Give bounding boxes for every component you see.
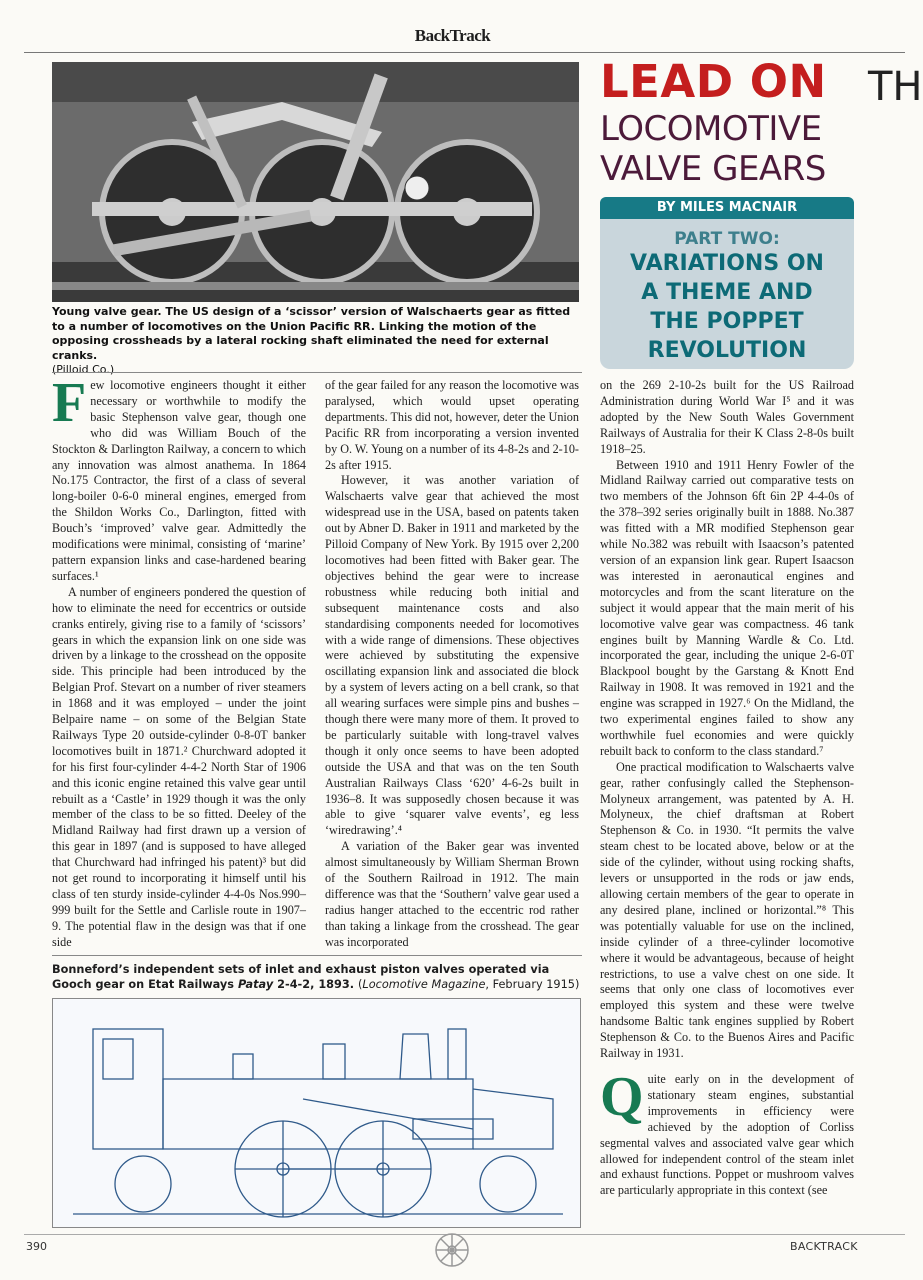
col3-p4-text: uite early on in the development of stationary steam engines, substantial improvements in efficiency were achieved by the adoption of Corliss segmental valves and associated valve gear which allowed for independent control of the steam inlet and exhaust functions. Poppet or mushroom valves are particularly appropriate in this context (see xyxy=(600,1071,854,1198)
caption-rule xyxy=(52,372,582,373)
title-line-1: LOCOMOTIVE xyxy=(600,109,822,149)
col3-paragraph-4 xyxy=(600,1065,854,1199)
magazine-masthead: BackTrack xyxy=(414,26,491,45)
subtitle-line-3: THE POPPET xyxy=(650,309,804,334)
part-label: PART TWO: xyxy=(674,229,780,249)
col1-paragraph-2: A number of engineers pondered the question of how to eliminate the need for eccentrics or outside cranks entirely, giving rise to a family of ‘scissors’ gears in which the expansion link on one side was driven by a linkage to the crosshead on the opposite side. This principle had been introduced by the Belgian Prof. Stevart on a number of river steamers in 1868 and it was employed – under the joint Belpaire name – on some of the Belgian State Railways Type 20 outside-cylinder 0-8-0T banker locomotives built in 1871.² Churchward adopted it for his first four-cylinder 4-4-2 North Star of 1906 and this iconic engine retained this valve gear until rebuilt as a ‘Castle’ in 1929 though it was the only member of the class to be so fitted. Deeley of the Midland Railway had first drawn up a version of this gear in 1897 (and is supposed to have alleged that Churchward had infringed his patent)³ but did not get round to incorporating it himself until his class of ten sturdy inside-cylinder 4-4-0s Nos.990–999 built for the Settle and Carlisle route in 1907–9. The potential flaw in the design was that if one side xyxy=(52,584,306,949)
caption2-text: Bonneford’s independent sets of inlet and exhaust piston valves operated via Gooch gear on Etat Railways xyxy=(52,963,550,991)
drop-cap-q: Q xyxy=(600,1065,644,1128)
col2-paragraph-1: of the gear failed for any reason the locomotive was paralysed, which would upset operating departments. This did not, however, deter the Union Pacific RR from incorporating a version invented by O. W. Young on a number of its 4-8-2s and 2-10-2s after 1915. xyxy=(325,378,579,472)
col3-paragraph-1: on the 269 2-10-2s built for the US Railroad Administration during World War I⁵ and it was adopted by the New South Wales Government Railways of Australia for their K Class 2-8-0s built 1918–25. xyxy=(600,378,854,456)
top-photo-caption xyxy=(52,305,582,378)
caption2-text-2: 2-4-2, 1893. xyxy=(277,978,355,991)
title-line-2: VALVE GEARS xyxy=(600,149,826,189)
author-byline: BY MILES MACNAIR xyxy=(600,197,854,219)
caption2-italic: Patay xyxy=(237,978,274,991)
col1-p1-text: ew locomotive engineers thought it either necessary or worthwhile to modify the basic Stephenson valve gear, though one who did was William Bouch of the Stockton & Darlington Railway, a concern to which any innovation was almost anathema. In 1864 No.175 Contractor, the first of a class of several long-boiler 0-6-0 mineral engines, emerged from the Shildon Works Co., Darlington, fitted with Bouch’s ‘improved’ valve gear. Admittedly the modifications were minimal, consisting of ‘marine’ pattern expansion links and case-hardened bearing surfaces.¹ xyxy=(52,378,306,583)
subtitle-line-2: A THEME AND xyxy=(641,280,813,305)
caption2-paren: ( xyxy=(358,978,363,991)
title-lead-on: LEAD ON xyxy=(600,55,827,108)
subtitle-line-1: VARIATIONS ON xyxy=(630,251,824,276)
locomotive-drawing xyxy=(52,998,581,1228)
col3-paragraph-2: Between 1910 and 1911 Henry Fowler of the Midland Railway carried out comparative tests on two members of the Johnson 6ft 6in 2P 4-4-0s of the 378–392 series originally built in 1888. No.387 was fitted with a MR modified Stephenson gear while No.382 was rebuilt with Isaacson’s patented version of an expansion link gear. Rupert Isaacson was interested in aeronautical engines and motorcycles and from the scant literature on the subject it would appear that the main merit of his locomotive valve gear was compactness. 46 tank engines built by Manning Wardle & Co. Ltd. incorporated the gear, including the unique 2-6-0T Blackpool bought by the Garstang & Knott End Railway in 1908. It was removed in 1921 and the engine was scrapped in 1927.⁶ On the Midland, the two experimental engines failed to show any worthwhile fuel economies and were quickly rebuilt back to conform to the class standard.⁷ xyxy=(600,457,854,758)
subtitle-line-4: REVOLUTION xyxy=(647,338,807,363)
caption2-date: , February 1915) xyxy=(485,978,580,991)
header-rule xyxy=(24,52,905,53)
wheel-emblem-icon xyxy=(434,1232,470,1268)
title-lead-cut: TH xyxy=(868,64,923,110)
caption2-source: Locomotive Magazine xyxy=(362,978,486,991)
article-column-3 xyxy=(600,378,854,1199)
article-column-1 xyxy=(52,372,306,951)
caption-rule-2 xyxy=(52,955,582,956)
valve-gear-photo xyxy=(52,62,579,302)
top-caption-credit: (Pilloid Co.) xyxy=(52,363,115,376)
subtitle-box xyxy=(600,219,854,369)
drop-cap-f: F xyxy=(52,372,87,434)
page-number: 390 xyxy=(26,1240,47,1253)
col2-paragraph-3: A variation of the Baker gear was invented almost simultaneously by William Sherman Brown of the Southern Railroad in 1912. The main difference was that the ‘Southern’ valve gear used a radius hanger attached to the eccentric rod rather than taking a linkage from the crosshead. The gear was incorporated xyxy=(325,839,579,949)
top-caption-text: Young valve gear. The US design of a ‘scissor’ version of Walschaerts gear as fitted to a number of locomotives on the Union Pacific RR. Linking the motion of the opposing crossheads by a lateral rocking shaft eliminated the need for external cranks. xyxy=(52,305,571,362)
col3-paragraph-3: One practical modification to Walschaerts valve gear, rather confusingly called the Stephenson-Molyneux arrangement, was patented by A. H. Molyneux, the chief draftsman at Robert Stephenson & Co. in 1930. “It permits the valve steam chest to be located above, below or at the side of the cylinder, without using rocking shafts, levers or unsupported in the rods or jaw ends, allowing certain members of the gear to operate in any desired plane, inclined or horizontal.”⁸ This was potentially valuable for use on the inclined, inside cylinder of a three-cylinder locomotive where it would be advantageous, because of height restrictions, to use a valve chest on one side. It seems that only one class of locomotives ever employed this system and these were twelve handsome Baltic tank engines supplied by Robert Stephenson & Co. to the Buenos Aires and Pacific Railway in 1931. xyxy=(600,759,854,1061)
footer-magazine: BACKTRACK xyxy=(790,1240,858,1253)
article-column-2 xyxy=(325,378,579,951)
col2-paragraph-2: However, it was another variation of Walschaerts valve gear that achieved the most widespread use in the USA, based on patents taken out by Abner D. Baker in 1911 and marketed by the Pilloid Company of New York. By 1915 over 2,200 locomotives had been fitted with Baker gear. The objectives behind the gear were to increase robustness while reducing both initial and subsequent maintenance costs and also standardising components needed for locomotives with a wide range of dimensions. These objectives were achieved by substituting the expensive oscillating expansion link and associated die block by a system of levers acting on a bell crank, so that all wearing surfaces were simple pins and bushes – though there were many more of them. It proved to be particularly suitable with long-travel valves though it only once seems to have been adopted outside the USA and that was on the ten South Australian Railways Class ‘620’ 4-6-2s built in 1936–8. It was supposedly chosen because it was able to give ‘squarer valve events’, eg less ‘wiredrawing’.⁴ xyxy=(325,473,579,838)
col1-paragraph-1 xyxy=(52,372,306,585)
bottom-photo-caption xyxy=(52,962,582,992)
